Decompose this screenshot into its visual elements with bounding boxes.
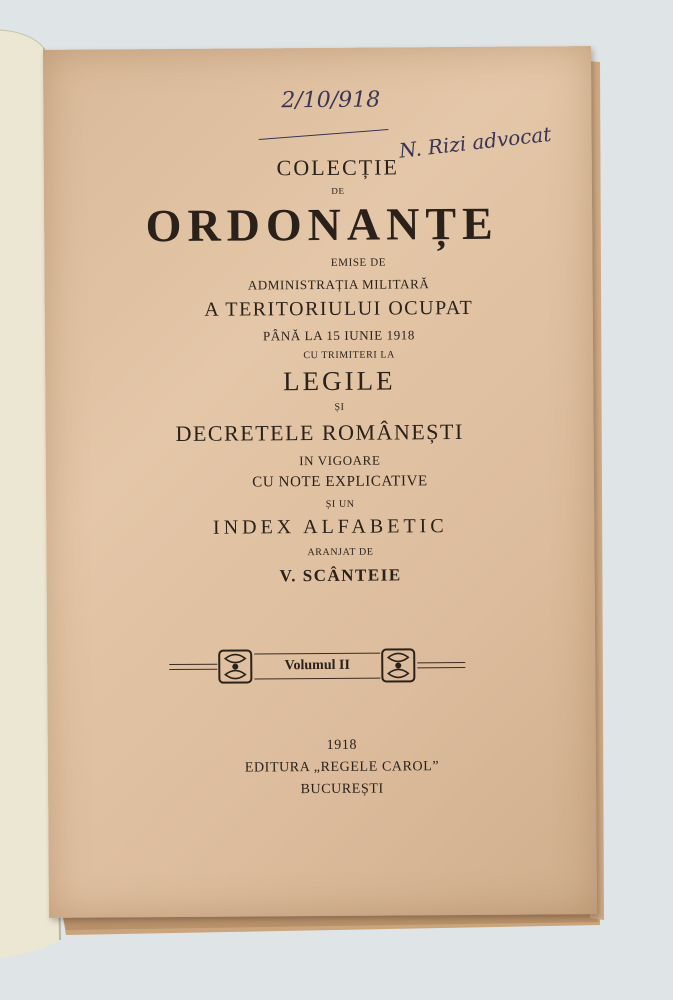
publication-year: 1918 <box>326 737 358 753</box>
ornament-left-icon <box>217 648 253 684</box>
title-page <box>43 46 597 918</box>
handwritten-date: 2/10/918 <box>281 87 381 114</box>
subtitle-administratia: ADMINISTRAȚIA MILITARĂ <box>247 276 430 293</box>
volume-label: Volumul II <box>254 653 380 680</box>
heading-index: INDEX ALFABETIC <box>212 515 448 539</box>
subtitle-in-vigoare: IN VIGOARE <box>299 452 381 469</box>
title-ordonante: ORDONANȚE <box>145 197 499 252</box>
subtitle-cu-trimiteri: CU TRIMITERI LA <box>303 349 395 362</box>
date-underline <box>259 129 389 140</box>
subtitle-aranjat-de: ARANJAT DE <box>307 546 374 559</box>
subtitle-cu-note: CU NOTE EXPLICATIVE <box>252 473 428 491</box>
publisher-name: EDITURA „REGELE CAROL” <box>244 759 440 776</box>
ornament-right-icon <box>380 647 416 683</box>
subtitle-emise-de: EMISE DE <box>330 256 387 269</box>
volume-rule-left-2 <box>169 669 217 670</box>
author-name: V. SCÂNTEIE <box>279 565 402 586</box>
title-de: DE <box>331 185 345 196</box>
volume-frame <box>217 647 417 684</box>
heading-legile: LEGILE <box>282 365 396 397</box>
volume-rule-left <box>169 664 217 665</box>
volume-rule-right-2 <box>417 667 465 668</box>
subtitle-teritoriului: A TERITORIULUI OCUPAT <box>204 296 474 321</box>
publication-city: BUCUREȘTI <box>300 781 384 798</box>
volume-rule-right <box>417 662 465 663</box>
handwritten-signature: N. Rizi advocat <box>397 121 553 163</box>
title-colectie: COLECȚIE <box>276 154 400 181</box>
subtitle-pana-la: PÂNĂ LA 15 IUNIE 1918 <box>262 327 416 344</box>
subtitle-si: ȘI <box>334 401 345 413</box>
subtitle-si-un: ȘI UN <box>325 498 355 510</box>
heading-decretele: DECRETELE ROMÂNEȘTI <box>175 418 464 447</box>
